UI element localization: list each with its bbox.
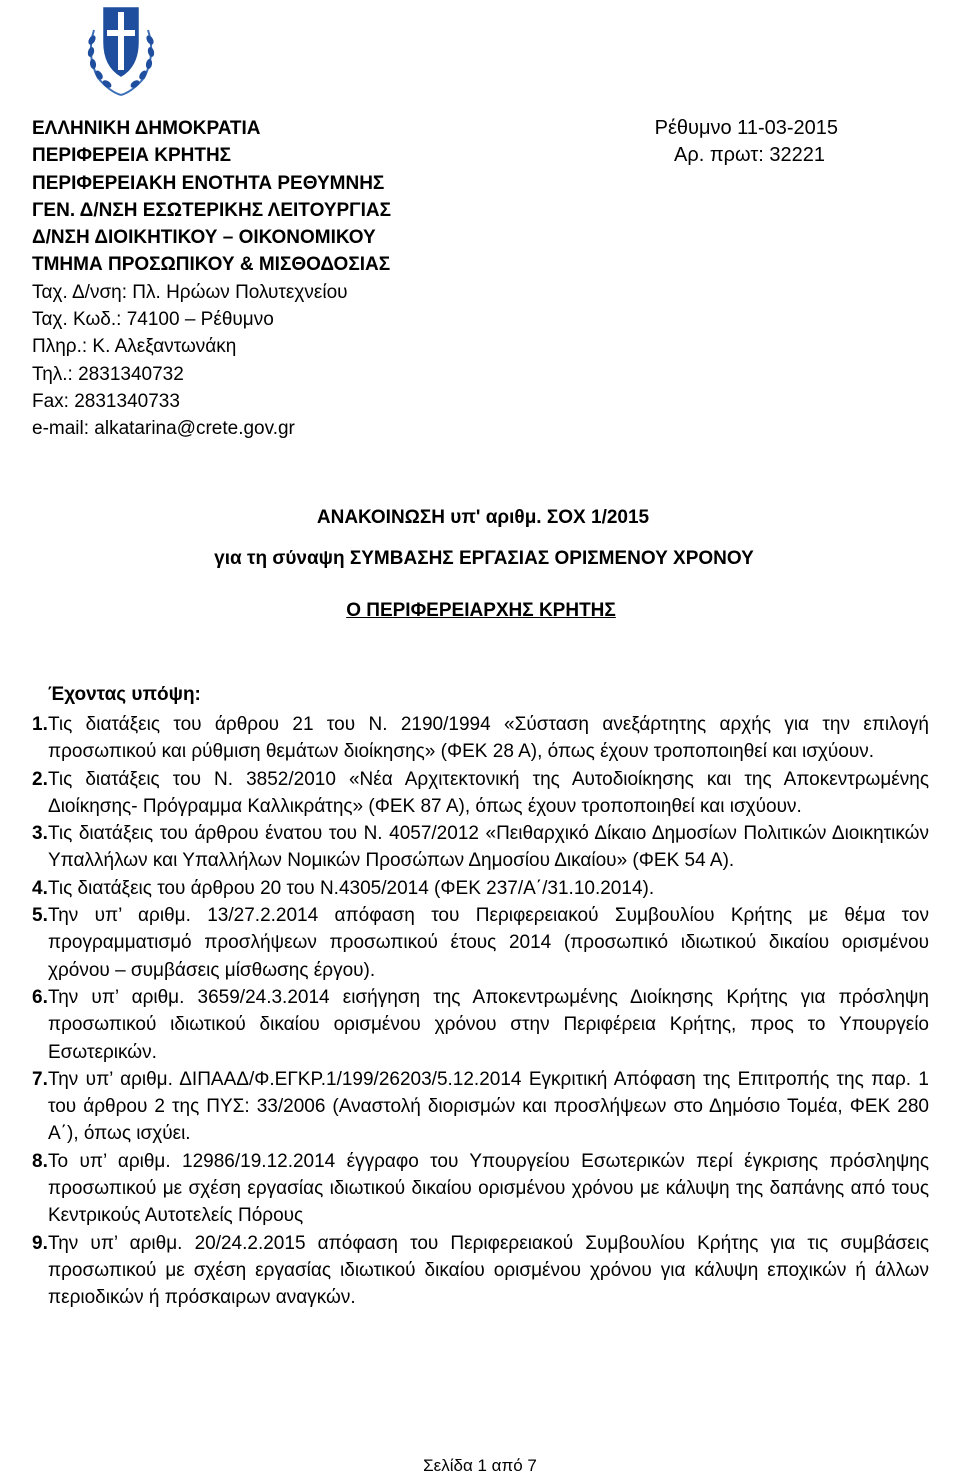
contact-person-line: Πληρ.: Κ. Αλεξαντωνάκη	[32, 336, 237, 358]
header-line: ΠΕΡΙΦΕΡΕΙΑ ΚΡΗΤΗΣ	[32, 145, 232, 167]
announcement-subtitle: για τη σύναψη ΣΥΜΒΑΣΗΣ ΕΡΓΑΣΙΑΣ ΟΡΙΣΜΕΝΟΥ ΧΡΟΝΟΥ	[214, 548, 754, 569]
header-line: ΕΛΛΗΝΙΚΗ ΔΗΜΟΚΡΑΤΙΑ	[32, 118, 261, 139]
item-text: Την υπ’ αριθμ. 13/27.2.2014 απόφαση του Περιφερειακού Συμβουλίου Κρήτης με θέμα τον προγραμματισμό προσλήψεων προσωπικού έτους 2014 (προσωπικό ιδιωτικού δικαίου ορισμένου χρόνου – συμβάσεις μίσθωσης έργου).	[48, 905, 929, 981]
announcement-title: ΑΝΑΚΟΙΝΩΣΗ υπ' αριθμ. ΣΟΧ 1/2015	[316, 507, 650, 528]
item-number: 2.	[32, 768, 48, 790]
list-item	[32, 766, 929, 821]
page-number-footer: Σελίδα 1 από 7	[423, 1456, 537, 1475]
list-item	[32, 1066, 929, 1148]
item-text: Την υπ’ αριθμ. ΔΙΠΑΑΔ/Φ.ΕΓΚΡ.1/199/26203/5.12.2014 Εγκριτική Απόφαση της Επιτροπής της παρ. 1 του άρθρου 2 της ΠΥΣ: 33/2006 (Αναστολή διορισμών και προσλήψεων στο Δημόσιο Τομέα, ΦΕΚ 280 Α΄), όπως ισχύει.	[48, 1068, 929, 1145]
item-number: 9.	[32, 1232, 48, 1254]
item-text: Την υπ’ αριθμ. 20/24.2.2015 απόφαση του Περιφερειακού Συμβουλίου Κρήτης για τις συμβάσεις προσωπικού με σχέση εργασίας ιδιωτικού δικαίου ορισμένου χρόνου για κάλυψη εποχικών ή άλλων περιοδικών ή πρόσκαιρων αναγκών.	[48, 1232, 929, 1309]
item-number: 5.	[32, 905, 48, 927]
considering-list	[32, 711, 929, 1312]
phone-line: Τηλ.: 2831340732	[32, 363, 184, 385]
fax-line: Fax: 2831340733	[32, 390, 180, 412]
header-line: Δ/ΝΣΗ ΔΙΟΙΚΗΤΙΚΟΥ – ΟΙΚΟΝΟΜΙΚΟΥ	[32, 227, 376, 249]
item-text: Τις διατάξεις του άρθρου ένατου του Ν. 4057/2012 «Πειθαρχικό Δίκαιο Δημοσίων Πολιτικών Διοικητικών Υπαλλήλων και Υπαλλήλων Νομικών Προσώπων Δημοσίου Δικαίου» (ΦΕΚ 54 Α).	[48, 823, 929, 872]
list-item	[32, 902, 929, 984]
header-line: ΠΕΡΙΦΕΡΕΙΑΚΗ ΕΝΟΤΗΤΑ ΡΕΘΥΜΝΗΣ	[32, 172, 385, 194]
item-text: Τις διατάξεις του άρθρου 21 του Ν. 2190/1994 «Σύσταση ανεξάρτητης αρχής για την επιλογή προσωπικού και ρύθμιση θεμάτων διοίκησης» (ΦΕΚ 28 Α), όπως έχουν τροποποιηθεί και ισχύουν.	[48, 714, 929, 763]
item-number: 4.	[32, 877, 48, 899]
list-item	[32, 875, 929, 902]
item-text: Το υπ’ αριθμ. 12986/19.12.2014 έγγραφο του Υπουργείου Εσωτερικών περί έγκρισης πρόσληψης προσωπικού με σχέση εργασίας ιδιωτικού δικαίου ορισμένου χρόνου με κάλυψη της δαπάνης από τους Κεντρικούς Αυτοτελείς Πόρους	[48, 1150, 929, 1227]
protocol-number: Αρ. πρωτ: 32221	[674, 144, 825, 167]
item-text: Τις διατάξεις του άρθρου 20 του Ν.4305/2014 (ΦΕΚ 237/Α΄/31.10.2014).	[48, 877, 655, 899]
item-number: 6.	[32, 986, 48, 1008]
header-line: ΤΜΗΜΑ ΠΡΟΣΩΠΙΚΟΥ & ΜΙΣΘΟΔΟΣΙΑΣ	[32, 254, 391, 276]
item-text: Τις διατάξεις του Ν. 3852/2010 «Νέα Αρχιτεκτονική της Αυτοδιοίκησης και της Αποκεντρωμένης Διοίκησης- Πρόγραμμα Καλλικράτης» (ΦΕΚ 87 Α), όπως έχουν τροποποιηθεί και ισχύουν.	[48, 768, 929, 817]
item-number: 8.	[32, 1150, 48, 1172]
document-date: Ρέθυμνο 11-03-2015	[654, 117, 838, 139]
email-line: e-mail: alkatarina@crete.gov.gr	[32, 418, 295, 440]
list-item	[32, 1148, 929, 1230]
item-number: 1.	[32, 714, 48, 735]
header-line: ΓΕΝ. Δ/ΝΣΗ ΕΣΩΤΕΡΙΚΗΣ ΛΕΙΤΟΥΡΓΙΑΣ	[32, 199, 391, 221]
issuing-authority-block	[32, 115, 552, 443]
list-item	[32, 984, 929, 1066]
item-number: 7.	[32, 1068, 48, 1090]
item-number: 3.	[32, 823, 48, 845]
item-text: Την υπ’ αριθμ. 3659/24.3.2014 εισήγηση της Αποκεντρωμένης Διοίκησης Κρήτης για πρόσληψη προσωπικού ιδιωτικού δικαίου ορισμένου χρόνου στην Περιφέρεια Κρήτης, προς το Υπουργείο Εσωτερικών.	[48, 986, 929, 1063]
list-item	[32, 711, 929, 766]
address-line: Ταχ. Δ/νση: Πλ. Ηρώων Πολυτεχνείου	[32, 281, 348, 303]
list-item	[32, 820, 929, 875]
hellenic-republic-emblem	[80, 0, 162, 98]
issuing-authority-heading: Ο ΠΕΡΙΦΕΡΕΙΑΡΧΗΣ ΚΡΗΤΗΣ	[346, 600, 616, 621]
considering-heading: Έχοντας υπόψη:	[48, 684, 201, 705]
postal-code-line: Ταχ. Κωδ.: 74100 – Ρέθυμνο	[32, 309, 274, 331]
list-item	[32, 1230, 929, 1312]
date-protocol-block	[590, 115, 890, 170]
